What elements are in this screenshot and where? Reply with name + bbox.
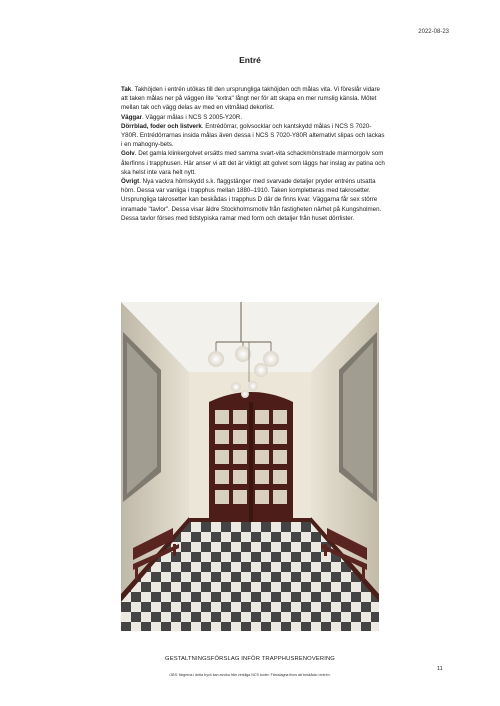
document-date: 2022-08-23 (418, 29, 449, 35)
body-text (121, 85, 386, 223)
section-heading: Dörrblad, foder och listverk (121, 122, 202, 130)
section-text: . Det gamla klinkergolvet ersätts med samma svart-vita schackmönstrade marmorgolv som återfinns i trapphusen. Här anser vi att det är viktigt att golvet som läggs har inslag av patina och ska helst inte vara helt nytt. (121, 150, 385, 176)
section-text: . Väggar målas i NCS S 2005-Y20R. (141, 113, 243, 121)
entrance-rendering-image (121, 302, 379, 631)
section-dorrblad (121, 122, 386, 150)
section-text: . Nya vackra hörnskydd s.k. flaggstänger med svarvade detaljer pryder entréns utsatta hörn. Dessa var vanliga i trapphus mellan 1880–1910. Taken kompletteras med takrosetter. Ursprungliga takrosetter kan beskådas i trapphus D där de finns kvar. Väggarna får sex större inramade "tavlor". Dessa visar äldre Stockholmsmotiv från fastigheten närhet på Kungsholmen. Dessa tavlor förses med tidstypiska ramar med form och detaljer från huset dörrlister. (121, 178, 382, 222)
section-tak (121, 85, 386, 113)
entrance-door (209, 392, 293, 522)
section-text: . Entrédörrar, golvsocklar och kantskydd målas i NCS S 7020-Y80R. Entrédörrarnas insida målas även dessa i NCS S 7020-Y80R alternativt slipas och lackas i en mahogny-bets. (121, 122, 385, 149)
section-text: . Takhöjden i entrén utökas till den ursprungliga takhöjden och målas vita. Vi föreslår vidare att taken målas ner på väggen lite "extra" långt ner för att skapa en mer rumslig känsla. Mötet mellan tak och vägg delas av med en vitmålad dekorlist. (121, 86, 380, 112)
color-disclaimer: OBS: färgerna i detta tryck kan avvika från verkliga NCS koder. Färsslagna finns att beskåda i entrén. (169, 673, 331, 677)
document-footer: GESTALTNINGSFÖRSLAG INFÖR TRAPPHUSRENOVERING (165, 656, 335, 662)
section-ovrigt (121, 177, 386, 223)
section-vaggar (121, 113, 386, 122)
section-golv (121, 149, 386, 177)
section-heading: Tak (121, 86, 132, 93)
section-heading: Golv (121, 150, 135, 158)
section-heading: Väggar (121, 113, 142, 121)
page-title: Entré (239, 55, 261, 65)
page-number: 11 (437, 666, 443, 672)
section-heading: Övrigt (121, 178, 140, 186)
